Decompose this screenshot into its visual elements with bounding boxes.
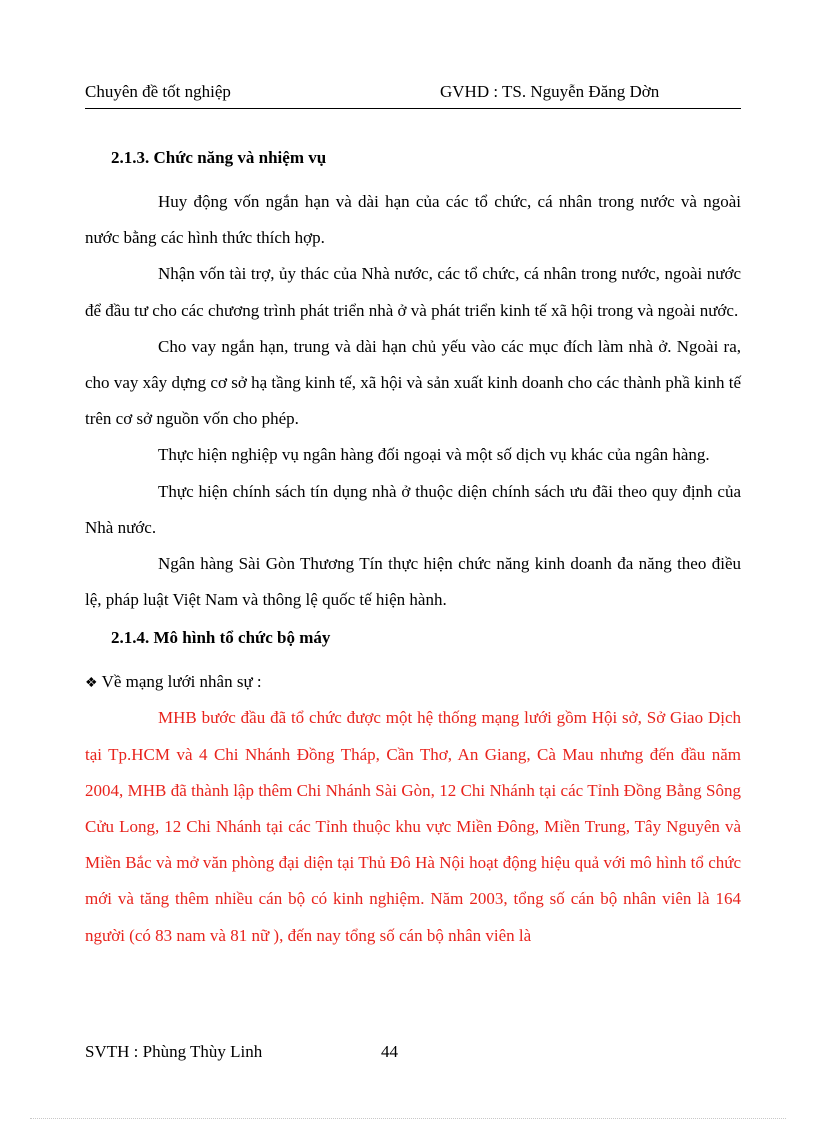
body-content [85, 140, 741, 954]
bullet-item [85, 664, 741, 700]
footer-student: SVTH : Phùng Thùy Linh [85, 1042, 263, 1061]
bullet-text: Về mạng lưới nhân sự : [101, 672, 262, 692]
section-title-2-1-3: 2.1.3. Chức năng và nhiệm vụ [111, 148, 327, 167]
header-right: GVHD : TS. Nguyễn Đăng Dờn [440, 82, 660, 101]
paragraph: Huy động vốn ngắn hạn và dài hạn của các tổ chức, cá nhân trong nước và ngoài nước bằng các hình thức thích hợp. [85, 192, 741, 248]
paragraph: Thực hiện nghiệp vụ ngân hàng đối ngoại và một số dịch vụ khác của ngân hàng. [158, 445, 710, 465]
red-paragraph: MHB bước đầu đã tổ chức được một hệ thống mạng lưới gồm Hội sở, Sở Giao Dịch tại Tp.HCM và 4 Chi Nhánh Đồng Tháp, Cần Thơ, An Giang, Cà Mau nhưng đến đầu năm 2004, MHB đã thành lập thêm Chi Nhánh Sài Gòn, 12 Chi Nhánh tại các Tỉnh Đồng Bằng Sông Cửu Long, 12 Chi Nhánh tại các Tỉnh thuộc khu vực Miền Đông, Miền Trung, Tây Nguyên và Miền Bắc và mở văn phòng đại diện tại Thủ Đô Hà Nội hoạt động hiệu quả với mô hình tổ chức mới và tăng thêm nhiều cán bộ có kinh nghiệm. Năm 2003, tổng số cán bộ nhân viên là 164 người (có 83 nam và 81 nữ ), đến nay tổng số cán bộ nhân viên là [85, 708, 741, 945]
paragraph: Cho vay ngắn hạn, trung và dài hạn chủ yếu vào các mục đích làm nhà ở. Ngoài ra, cho vay xây dựng cơ sở hạ tầng kinh tế, xã hội và sản xuất kinh doanh cho các thành phầ kinh tế trên cơ sở nguồn vốn cho phép. [85, 336, 741, 429]
page-number: 44 [381, 1042, 398, 1061]
page-bottom-divider [30, 1118, 786, 1119]
header-left: Chuyên đề tốt nghiệp [85, 82, 231, 101]
section-title-2-1-4: 2.1.4. Mô hình tổ chức bộ máy [111, 628, 331, 648]
page-header [85, 82, 741, 109]
diamond-bullet-icon: ❖ [85, 676, 98, 692]
paragraph: Ngân hàng Sài Gòn Thương Tín thực hiện chức năng kinh doanh đa năng theo điều lệ, pháp luật Việt Nam và thông lệ quốc tế hiện hành. [85, 554, 741, 610]
paragraph: Thực hiện chính sách tín dụng nhà ở thuộc diện chính sách ưu đãi theo quy định của Nhà nước. [85, 481, 741, 537]
paragraph: Nhận vốn tài trợ, ủy thác của Nhà nước, các tổ chức, cá nhân trong nước, ngoài nước để đầu tư cho các chương trình phát triển nhà ở và phát triển kinh tế xã hội trong và ngoài nước. [85, 264, 741, 320]
